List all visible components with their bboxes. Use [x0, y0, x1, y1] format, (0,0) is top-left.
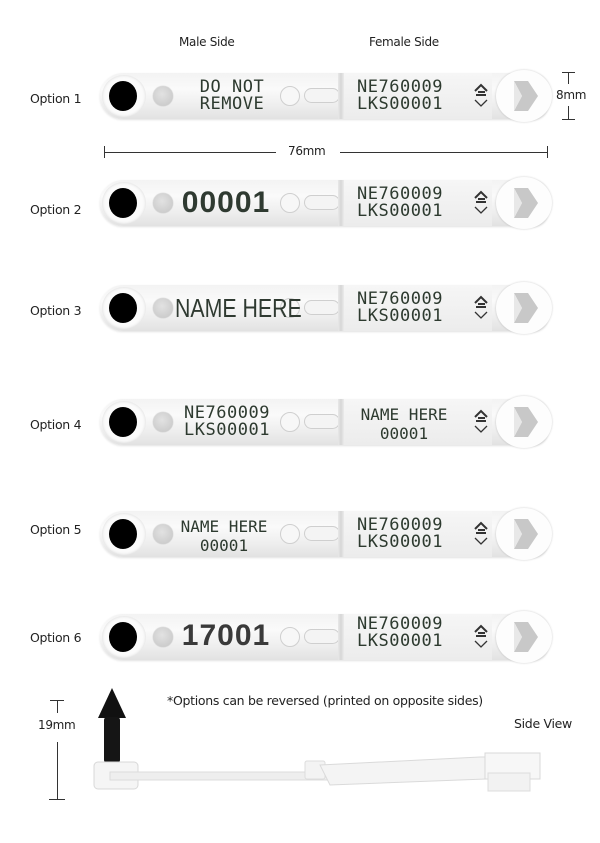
male-line-1: NE760009	[184, 403, 270, 423]
female-text	[350, 79, 450, 113]
male-number: 00001	[199, 536, 249, 555]
female-text	[350, 517, 450, 551]
slot	[304, 414, 340, 429]
dim-width-tick-top	[562, 72, 575, 73]
male-text: NAME HERE	[175, 293, 302, 323]
female-line-1: NE760009	[357, 184, 443, 204]
end-cap	[496, 611, 552, 663]
ring-dot	[280, 193, 300, 213]
house-chevron-logo-icon	[473, 190, 489, 216]
dim-height-tick-bottom	[49, 799, 65, 800]
dim-length-label: 76mm	[288, 144, 326, 158]
ring-dot	[280, 86, 300, 106]
dim-length-tick-left	[104, 146, 105, 158]
male-line-2: REMOVE	[199, 94, 265, 114]
dim-height-line-bottom	[57, 742, 58, 799]
pin-dot	[153, 412, 173, 432]
female-text	[350, 186, 450, 220]
dim-width-line-bottom	[568, 106, 569, 119]
house-chevron-logo-icon	[473, 409, 489, 435]
female-number: 00001	[379, 424, 429, 443]
male-text: 17001	[181, 619, 271, 652]
pin-dot	[153, 86, 173, 106]
hole	[109, 293, 137, 323]
dim-length-line-left	[104, 152, 276, 153]
slot	[304, 88, 340, 103]
female-line-2: LKS00001	[357, 532, 443, 552]
female-line-1: NE760009	[357, 614, 443, 634]
ring-dot	[280, 524, 300, 544]
pin-icon	[98, 688, 126, 763]
male-line-1: DO NOT	[199, 77, 265, 97]
female-text	[350, 291, 450, 325]
hole	[109, 519, 137, 549]
female-line-2: LKS00001	[357, 306, 443, 326]
slot	[304, 629, 340, 644]
dim-width-line-top	[568, 72, 569, 84]
dim-height-label: 19mm	[38, 718, 76, 732]
tag-option-2	[100, 180, 548, 226]
slot	[304, 300, 340, 315]
end-cap	[496, 70, 552, 122]
end-cap	[496, 508, 552, 560]
male-text	[175, 405, 279, 439]
pin-dot	[153, 193, 173, 213]
hole	[109, 622, 137, 652]
slot	[304, 195, 340, 210]
house-chevron-logo-icon	[473, 295, 489, 321]
female-line-2: LKS00001	[357, 631, 443, 651]
tag-option-3	[100, 285, 548, 331]
female-line-1: NE760009	[357, 289, 443, 309]
female-text	[358, 405, 450, 443]
tag-option-5	[100, 511, 548, 557]
end-cap	[496, 177, 552, 229]
option-label-4: Option 4	[30, 417, 82, 432]
female-line-2: LKS00001	[357, 201, 443, 221]
option-label-5: Option 5	[30, 522, 82, 537]
option-label-6: Option 6	[30, 630, 82, 645]
option-label-2: Option 2	[30, 202, 82, 217]
female-text	[350, 616, 450, 650]
hole	[109, 407, 137, 437]
pin-dot	[153, 298, 173, 318]
slot	[304, 526, 340, 541]
option-label-3: Option 3	[30, 303, 82, 318]
dim-width-tick-bottom	[562, 119, 575, 120]
dim-height-line-top	[57, 700, 58, 713]
tag-option-4	[100, 399, 548, 445]
female-name: NAME HERE	[360, 405, 448, 424]
pin-dot	[153, 524, 173, 544]
male-text: 00001	[181, 186, 271, 219]
dim-length-line-right	[340, 152, 547, 153]
male-text	[178, 517, 270, 555]
male-text	[192, 79, 272, 113]
hole	[109, 188, 137, 218]
end-cap	[496, 282, 552, 334]
header-male-side: Male Side	[179, 35, 235, 49]
reversal-note: *Options can be reversed (printed on opposite sides)	[167, 693, 483, 708]
ring-dot	[280, 412, 300, 432]
female-line-1: NE760009	[357, 77, 443, 97]
house-chevron-logo-icon	[473, 83, 489, 109]
tag-option-6	[100, 614, 548, 660]
pin-dot	[153, 627, 173, 647]
hole	[109, 81, 137, 111]
female-line-2: LKS00001	[357, 94, 443, 114]
house-chevron-logo-icon	[473, 521, 489, 547]
male-line-2: LKS00001	[184, 420, 270, 440]
male-name: NAME HERE	[180, 517, 268, 536]
ring-dot	[280, 627, 300, 647]
dim-length-tick-right	[547, 146, 548, 158]
option-label-1: Option 1	[30, 91, 82, 106]
side-view-illustration	[90, 685, 550, 805]
dim-width-label: 8mm	[556, 88, 587, 102]
tag-option-1	[100, 73, 548, 119]
header-female-side: Female Side	[369, 35, 439, 49]
female-line-1: NE760009	[357, 515, 443, 535]
end-cap	[496, 396, 552, 448]
side-view-label: Side View	[514, 716, 572, 731]
house-chevron-logo-icon	[473, 624, 489, 650]
